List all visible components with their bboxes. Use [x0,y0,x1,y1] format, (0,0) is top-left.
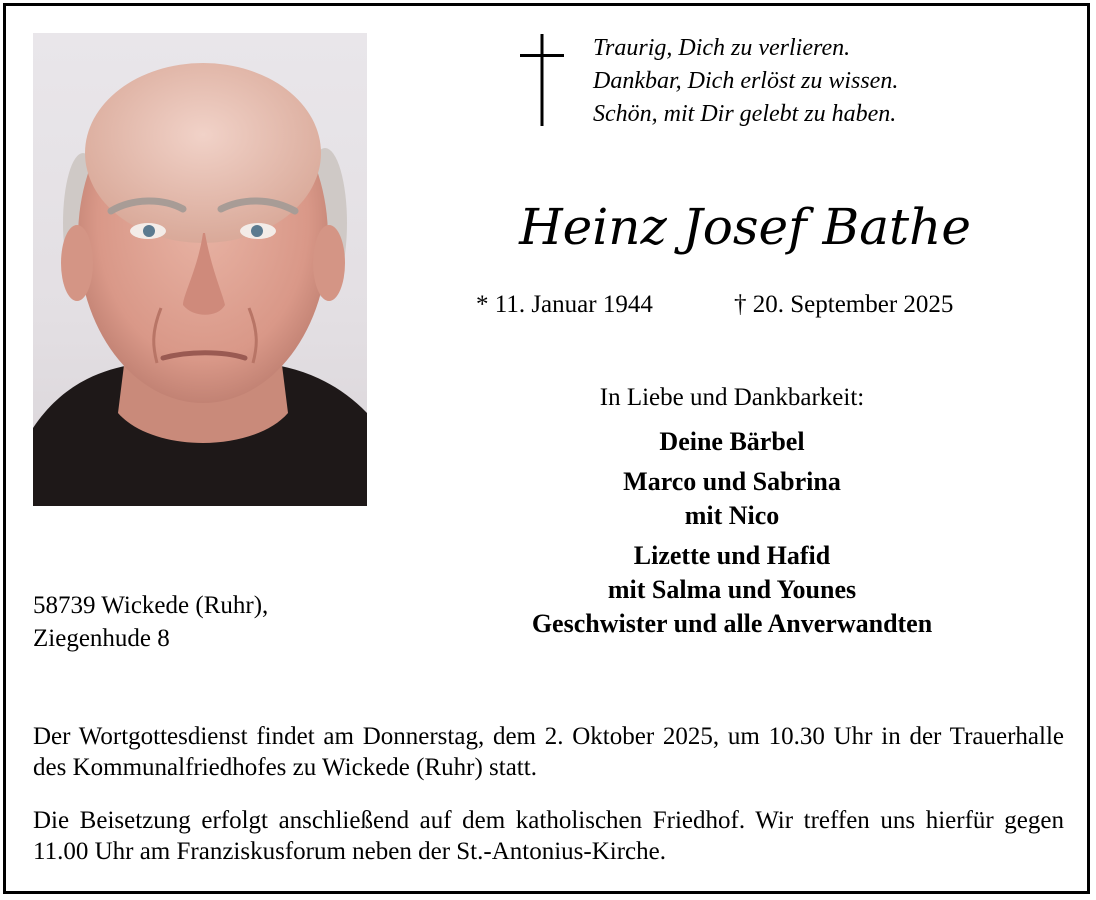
motto-verse [593,32,898,131]
address-line: Ziegenhude 8 [33,625,170,652]
address-block [33,589,268,655]
birth-date: * 11. Januar 1944 [476,291,653,318]
mourner-line: mit Nico [684,501,780,530]
motto-line: Traurig, Dich zu verlieren. [593,35,851,61]
deceased-name: Heinz Josef Bathe [519,198,971,256]
portrait-photo [33,33,367,506]
motto-line: Schön, mit Dir gelebt zu haben. [593,101,897,127]
mourners-list [400,425,1064,641]
mourner-line: mit Salma und Younes [607,575,857,604]
latin-cross-icon [520,34,564,126]
love-intro: In Liebe und Dankbarkeit: [599,384,865,411]
service-paragraph: Der Wortgottesdienst findet am Donnerstag, dem 2. Oktober 2025, um 10.30 Uhr in der Trauerhalle des Kommunalfriedhofes zu Wickede (Ruhr) statt. [33,723,1064,781]
mourner-line: Deine Bärbel [659,427,805,456]
mourner-line: Marco und Sabrina [623,467,841,496]
death-date: † 20. September 2025 [734,291,954,318]
mourner-line: Lizette und Hafid [633,541,831,570]
motto-line: Dankbar, Dich erlöst zu wissen. [593,68,899,94]
address-line: 58739 Wickede (Ruhr), [33,592,269,619]
mourner-line: Geschwister und alle Anverwandten [531,609,933,638]
burial-paragraph: Die Beisetzung erfolgt anschließend auf dem katholischen Friedhof. Wir treffen uns hierfür gegen 11.00 Uhr am Franziskusforum neben der St.-Antonius-Kirche. [33,807,1064,865]
